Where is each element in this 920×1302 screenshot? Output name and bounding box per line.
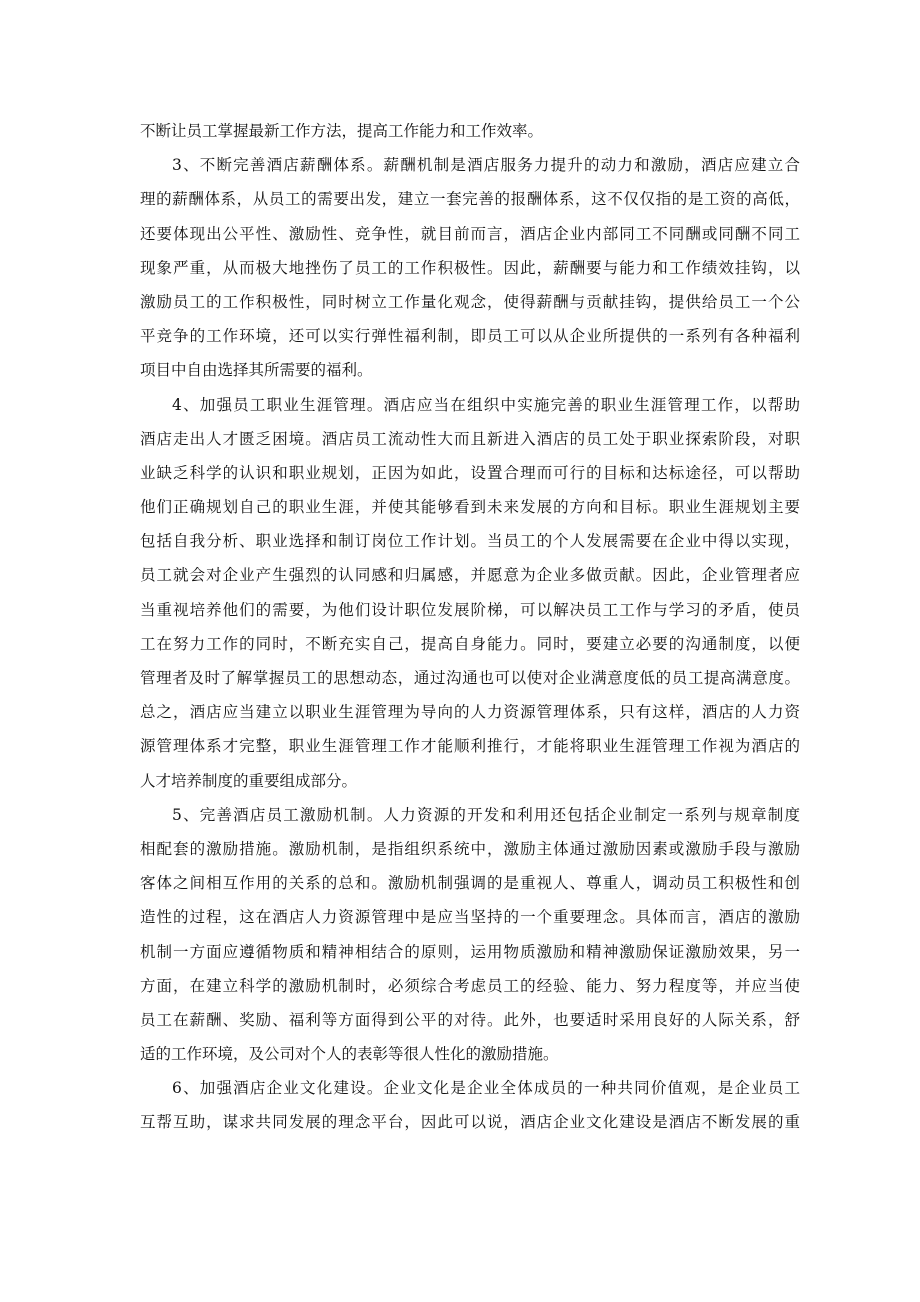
- text-line: 还要体现出公平性、激励性、竞争性，就目前而言，酒店企业内部同工不同酬或同酬不同工: [140, 224, 800, 243]
- text-line: 员工就会对企业产生强烈的认同感和归属感，并愿意为企业多做贡献。因此，企业管理者应: [140, 566, 800, 585]
- text-line: 客体之间相互作用的关系的总和。激励机制强调的是重视人、尊重人，调动员工积极性和创: [140, 874, 800, 893]
- paragraph-4-start: 4、加强员工职业生涯管理。酒店应当在组织中实施完善的职业生涯管理工作，以帮助: [172, 395, 800, 414]
- paragraph-6-start: 6、加强酒店企业文化建设。企业文化是企业全体成员的一种共同价值观，是企业员工: [172, 1079, 800, 1098]
- text-line: 包括自我分析、职业选择和制订岗位工作计划。当员工的个人发展需要在企业中得以实现，: [140, 532, 800, 551]
- text-line: 造性的过程，这在酒店人力资源管理中是应当坚持的一个重要理念。具体而言，酒店的激励: [140, 908, 800, 927]
- text-line: 酒店走出人才匮乏困境。酒店员工流动性大而且新进入酒店的员工处于职业探索阶段，对职: [140, 429, 800, 448]
- text-line: 机制一方面应遵循物质和精神相结合的原则，运用物质激励和精神激励保证激励效果，另一: [140, 942, 800, 961]
- text-line: 平竞争的工作环境，还可以实行弹性福利制，即员工可以从企业所提供的一系列有各种福利: [140, 327, 800, 346]
- text-line: 当重视培养他们的需要，为他们设计职位发展阶梯，可以解决员工工作与学习的矛盾，使员: [140, 600, 800, 619]
- text-line: 方面，在建立科学的激励机制时，必须综合考虑员工的经验、能力、努力程度等，并应当使: [140, 976, 800, 995]
- text-line: 源管理体系才完整，职业生涯管理工作才能顺利推行，才能将职业生涯管理工作视为酒店的: [140, 737, 800, 756]
- text-line: 互帮互助，谋求共同发展的理念平台，因此可以说，酒店企业文化建设是酒店不断发展的重: [140, 1113, 800, 1132]
- text-line: 员工在薪酬、奖励、福利等方面得到公平的对待。此外，也要适时采用良好的人际关系，舒: [140, 1010, 800, 1029]
- paragraph-5-start: 5、完善酒店员工激励机制。人力资源的开发和利用还包括企业制定一系列与规章制度: [172, 805, 800, 824]
- text-line: 管理者及时了解掌握员工的思想动态，通过沟通也可以使对企业满意度低的员工提高满意度。: [140, 669, 800, 687]
- body-text: [140, 114, 800, 1140]
- text-line: 激励员工的工作积极性，同时树立工作量化观念，使得薪酬与贡献挂钩，提供给员工一个公: [140, 292, 800, 311]
- text-line: 总之，酒店应当建立以职业生涯管理为导向的人力资源管理体系，只有这样，酒店的人力资: [140, 703, 800, 722]
- text-line: 相配套的激励措施。激励机制，是指组织系统中，激励主体通过激励因素或激励手段与激励: [140, 839, 800, 858]
- text-line: 不断让员工掌握最新工作方法，提高工作能力和工作效率。: [140, 122, 544, 140]
- text-line: 他们正确规划自己的职业生涯，并使其能够看到未来发展的方向和目标。职业生涯规划主要: [140, 498, 800, 517]
- text-line: 现象严重，从而极大地挫伤了员工的工作积极性。因此，薪酬要与能力和工作绩效挂钩，以: [140, 258, 800, 277]
- paragraph-3-start: 3、不断完善酒店薪酬体系。薪酬机制是酒店服务力提升的动力和激励，酒店应建立合: [172, 156, 800, 175]
- text-line: 人才培养制度的重要组成部分。: [140, 771, 358, 790]
- text-line: 适的工作环境，及公司对个人的表彰等很人性化的激励措施。: [140, 1045, 559, 1064]
- text-line: 项目中自由选择其所需要的福利。: [140, 361, 373, 380]
- text-line: 业缺乏科学的认识和职业规划，正因为如此，设置合理而可行的目标和达标途径，可以帮助: [140, 463, 800, 482]
- text-line: 理的薪酬体系，从员工的需要出发，建立一套完善的报酬体系，这不仅仅指的是工资的高低，: [140, 190, 800, 209]
- text-line: 工在努力工作的同时，不断充实自己，提高自身能力。同时，要建立必要的沟通制度，以便: [140, 634, 800, 653]
